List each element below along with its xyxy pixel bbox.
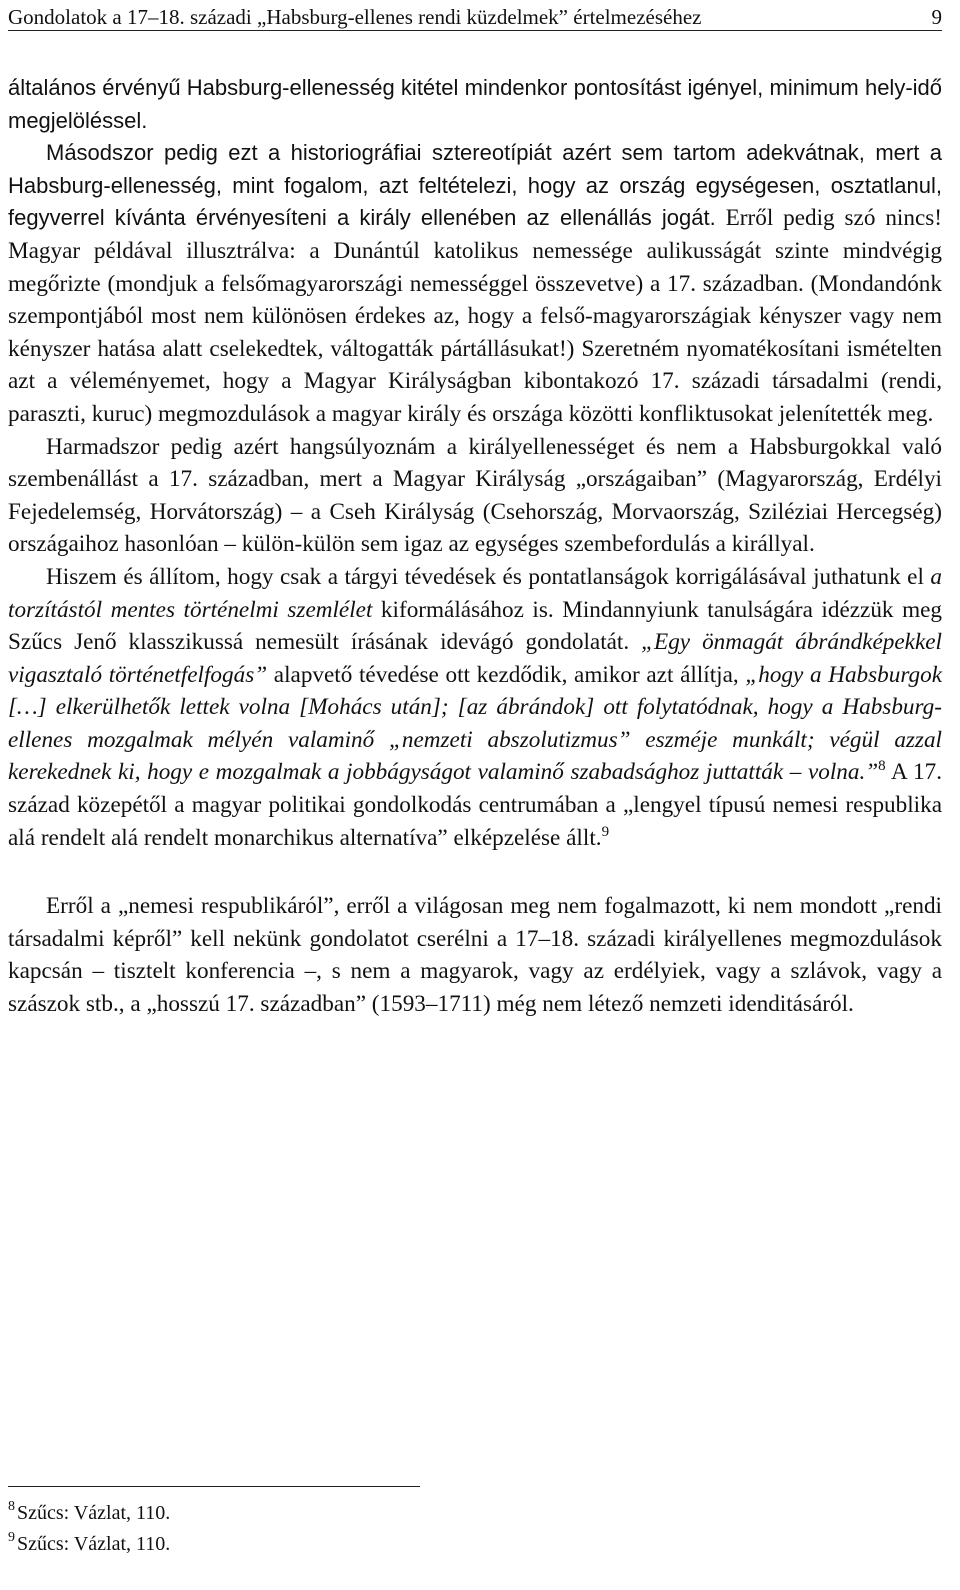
footnote-8 [8, 1498, 942, 1529]
footnote-ref-9[interactable]: 9 [601, 823, 610, 840]
footnote-number: 8 [8, 1499, 15, 1514]
paragraph-masodszor [8, 137, 942, 430]
footnote-text: Szűcs: Vázlat, 110. [17, 1533, 171, 1555]
paragraph-harmadszor [8, 431, 942, 561]
footnote-text: Szűcs: Vázlat, 110. [17, 1502, 171, 1524]
paragraph-text: Erről pedig szó nincs! Magyar példával illusztrálva: a Dunántúl katolikus nemessége aulikusságát szinte mindvégig megőrizte (mondjuk a felsőmagyarországi nemességgel összevetve) a 17. században. (Mondandónk szempontjából most nem különösen érdekes az, hogy a felső-magyarországiak kényszer vagy nem kényszer hatása alatt cselekedtek, váltogatták pártállásukat!) Szeretném nyomatékosítani ismételten azt a véleményemet, hogy a Magyar Királyságban kibontakozó 17. századi társadalmi (rendi, paraszti, kuruc) megmozdulások a magyar király és országa közötti konfliktusokat jelenítették meg. [8, 205, 942, 427]
footnote-ref-8[interactable]: 8 [878, 758, 886, 775]
paragraph-text: általános érvényű Habsburg-ellenesség kitétel mindenkor pontosítást igényel, minimum hely-idő megjelöléssel. [8, 75, 942, 133]
document-page [8, 0, 942, 1590]
paragraph-text: Harmadszor pedig azért hangsúlyoznám a királyellenességet és nem a Habsburgokkal való szembenállást a 17. században, mert a Magyar Királyság „országaiban” (Magyarország, Erdélyi Fejedelemség, Horvátország) – a Cseh Királyság (Csehország, Morvaország, Sziléziai Hercegség) országaihoz hasonlóan – külön-külön sem igaz az egységes szembefordulás a királlyal. [8, 433, 942, 558]
footnote-9 [8, 1529, 942, 1560]
footnote-number: 9 [8, 1530, 15, 1545]
paragraph-text: Hiszem és állítom, hogy csak a tárgyi tévedések és pontatlanságok korrigálásával juthatunk el [46, 563, 931, 590]
paragraph-text: Erről a „nemesi respublikáról”, erről a világosan meg nem fogalmazott, ki nem mondott „rendi társadalmi képről” kell nekünk gondolatot cserélni a 17–18. századi királyellenes megmozdulások kapcsán – tisztelt konferencia –, s nem a magyarok, vagy az erdélyiek, vagy a szlávok, vagy a szászok stb., a „hosszú 17. században” (1593–1711) még nem létező nemzeti idenditásáról. [8, 893, 942, 1018]
running-title: Gondolatok a 17–18. századi „Habsburg-ellenes rendi küzdelmek” értelmezéséhez [8, 5, 702, 29]
quote-italic: „hogy a Habsburgok […] elkerülhetők lettek volna [Mohács után]; [az ábrándok] ott folytatódnak, hogy a Habsburg-ellenes mozgalmak mélyén valaminő „nemzeti abszolutizmus” eszméje munkált; végül azzal kerekednek ki, hogy e mozgalmak a jobbágyságot valaminő szabadsághoz juttatták – volna.” [8, 661, 942, 786]
paragraph-text: A 17. század közepétől a magyar politikai gondolkodás centrumában a „lengyel típusú nemesi respublika alá rendelt alá rendelt monarchikus alternatíva” elképzelése állt. [8, 759, 943, 851]
italic-phrase: a torzítástól mentes történelmi szemlélet [8, 563, 942, 623]
paragraph-text-sans: Másodszor pedig ezt a historiográfiai sztereotípiát azért sem tartom adekvátnak, mert a Habsburg-ellenesség, mint fogalom, azt feltételezi, hogy az ország egységesen, osztatlanul, fegyverrel kívánta érvényesíteni a király ellenében az ellenállás jogát. [8, 140, 942, 231]
footnote-separator [8, 1486, 420, 1487]
paragraph-gap [8, 854, 942, 890]
paragraph-text: kiformálásához is. Mindannyiunk tanulságára idézzük meg Szűcs Jenő klasszikussá nemesült írásának idevágó gondolatát. [8, 596, 942, 656]
paragraph-errol [8, 890, 942, 1020]
footnotes [8, 1498, 942, 1560]
paragraph-continued [8, 72, 942, 137]
quote-italic: „Egy önmagát ábrándképekkel vigasztaló történetfelfogás” [8, 629, 942, 688]
body-text [8, 72, 942, 1021]
paragraph-hiszem [8, 561, 942, 854]
running-header [8, 4, 942, 31]
paragraph-text: alapvető tévedése ott kezdődik, amikor azt állítja, [267, 661, 746, 688]
page-number: 9 [931, 5, 942, 29]
